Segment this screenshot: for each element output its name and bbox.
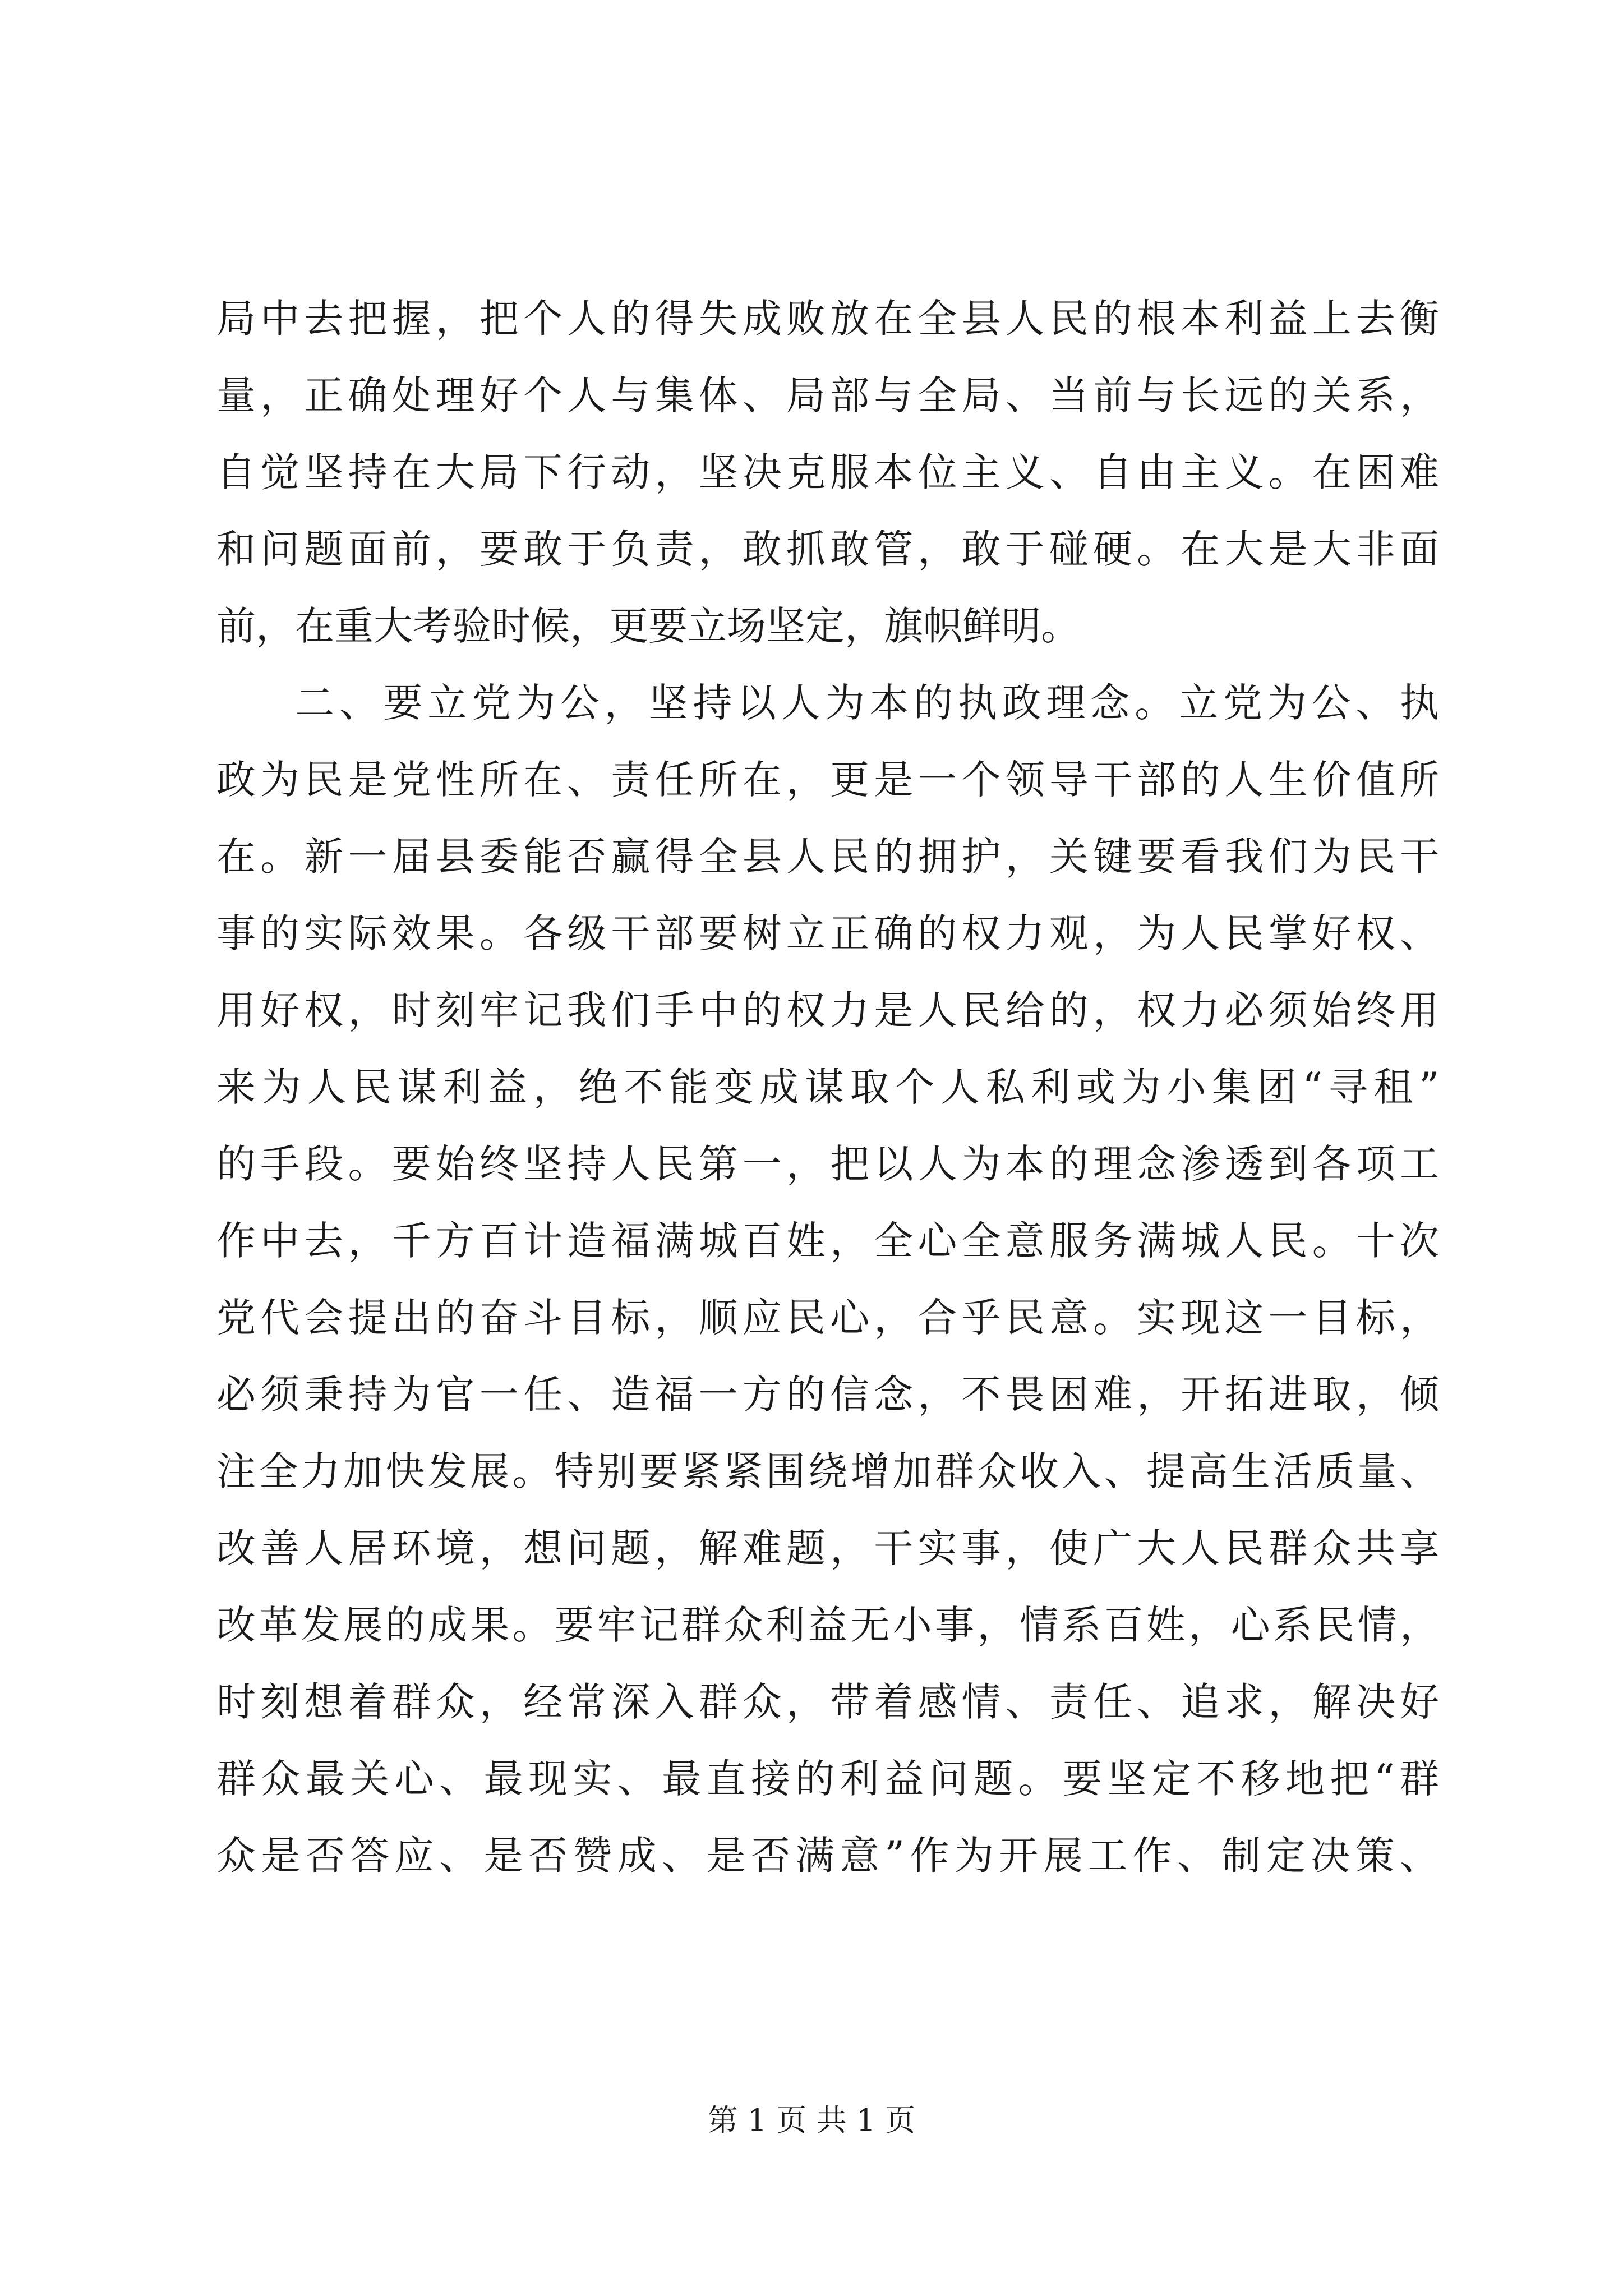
text-line: 二、要立党为公，坚持以人为本的执政理念。立党为公、执 bbox=[295, 680, 1439, 726]
text-line: 和问题面前，要敢于负责，敢抓敢管，敢于碰硬。在大是大非面 bbox=[216, 526, 1439, 572]
text-line: 来为人民谋利益，绝不能变成谋取个人私利或为小集团“寻租” bbox=[216, 1064, 1439, 1110]
text-line: 前，在重大考验时候，更要立场坚定，旗帜鲜明。 bbox=[216, 603, 1080, 649]
text-line: 必须秉持为官一任、造福一方的信念，不畏困难，开拓进取，倾 bbox=[216, 1372, 1439, 1418]
text-line: 改革发展的成果。要牢记群众利益无小事，情系百姓，心系民情， bbox=[216, 1602, 1439, 1648]
text-line: 在。新一届县委能否赢得全县人民的拥护，关键要看我们为民干 bbox=[216, 834, 1439, 880]
text-line: 时刻想着群众，经常深入群众，带着感情、责任、追求，解决好 bbox=[216, 1679, 1439, 1725]
text-line: 注全力加快发展。特别要紧紧围绕增加群众收入、提高生活质量、 bbox=[216, 1448, 1439, 1494]
text-line: 众是否答应、是否赞成、是否满意”作为开展工作、制定决策、 bbox=[216, 1833, 1439, 1879]
text-line: 群众最关心、最现实、最直接的利益问题。要坚定不移地把“群 bbox=[216, 1756, 1439, 1802]
text-line: 自觉坚持在大局下行动，坚决克服本位主义、自由主义。在困难 bbox=[216, 449, 1439, 495]
text-line: 量，正确处理好个人与集体、局部与全局、当前与长远的关系， bbox=[216, 372, 1439, 418]
text-line: 作中去，千方百计造福满城百姓，全心全意服务满城人民。十次 bbox=[216, 1218, 1439, 1264]
text-line: 改善人居环境，想问题，解难题，干实事，使广大人民群众共享 bbox=[216, 1525, 1439, 1571]
text-line: 政为民是党性所在、责任所在，更是一个领导干部的人生价值所 bbox=[216, 757, 1439, 803]
document-body bbox=[216, 280, 1439, 1894]
text-line: 局中去把握，把个人的得失成败放在全县人民的根本利益上去衡 bbox=[216, 296, 1439, 342]
text-line: 用好权，时刻牢记我们手中的权力是人民给的，权力必须始终用 bbox=[216, 987, 1439, 1033]
text-line: 事的实际效果。各级干部要树立正确的权力观，为人民掌好权、 bbox=[216, 910, 1439, 956]
text-line: 党代会提出的奋斗目标，顺应民心，合乎民意。实现这一目标， bbox=[216, 1295, 1439, 1341]
page-number-footer: 第 1 页 共 1 页 bbox=[707, 2102, 916, 2138]
text-line: 的手段。要始终坚持人民第一，把以人为本的理念渗透到各项工 bbox=[216, 1141, 1439, 1187]
